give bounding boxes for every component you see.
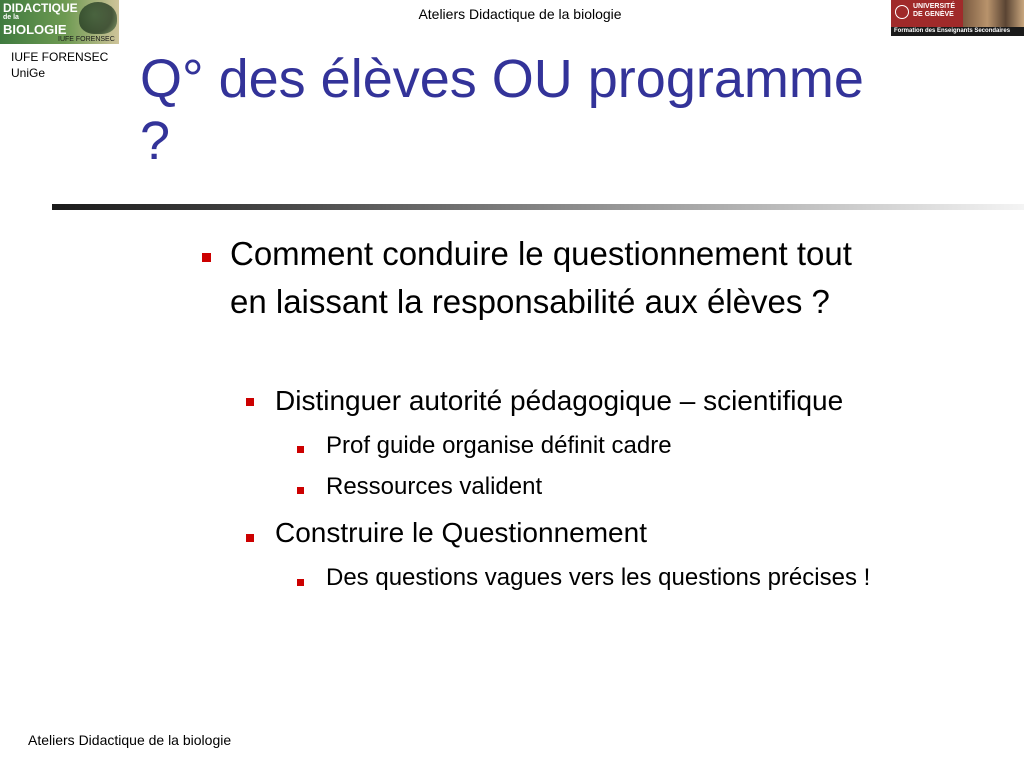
bullet-text: Distinguer autorité pédagogique – scientifique [275,385,844,416]
bullet-square-icon [246,534,254,542]
logo-photo [963,0,1024,28]
bullet-text: Prof guide organise définit cadre [326,432,672,459]
bullet-square-icon [202,253,211,262]
university-name [913,3,955,19]
logo-line-iufe: IUFE FORENSEC [58,36,115,43]
bullet-text: Construire le Questionnement [275,517,647,548]
bullet-square-icon [246,398,254,406]
slide-title [140,48,1000,172]
slide-title-line2: ? [140,111,171,171]
bullet-text: Comment conduire le questionnement tout [230,235,852,272]
bullet-square-icon [297,446,304,453]
bullet-square-icon [297,579,304,586]
logo-line-de-la: de la [3,14,19,21]
slide-title-line1: Q° des élèves OU programme [140,49,864,109]
header-title: Ateliers Didactique de la biologie [418,6,622,22]
institution-caption-line2: UniGe [11,66,46,80]
bullet-square-icon [297,487,304,494]
bullet-text: Ressources valident [326,473,543,500]
footer-text: Ateliers Didactique de la biologie [28,732,232,748]
university-name-line1: UNIVERSITÉ [913,3,956,10]
institution-caption [11,49,108,81]
logo-line-didactique: DIDACTIQUE [3,1,78,15]
universite-geneve-logo [891,0,1024,36]
university-seal-icon [895,5,909,19]
logo-line-biologie: BIOLOGIE [3,22,67,37]
bullet-text-continued: en laissant la responsabilité aux élèves ? [230,283,830,320]
logo-band-text: Formation des Enseignants Secondaires [891,27,1024,36]
university-name-line2: DE GENÈVE [913,11,954,18]
institution-caption-line1: IUFE FORENSEC [11,50,109,64]
title-divider [52,204,1024,210]
bullet-text: Des questions vagues vers les questions précises ! [326,564,871,591]
